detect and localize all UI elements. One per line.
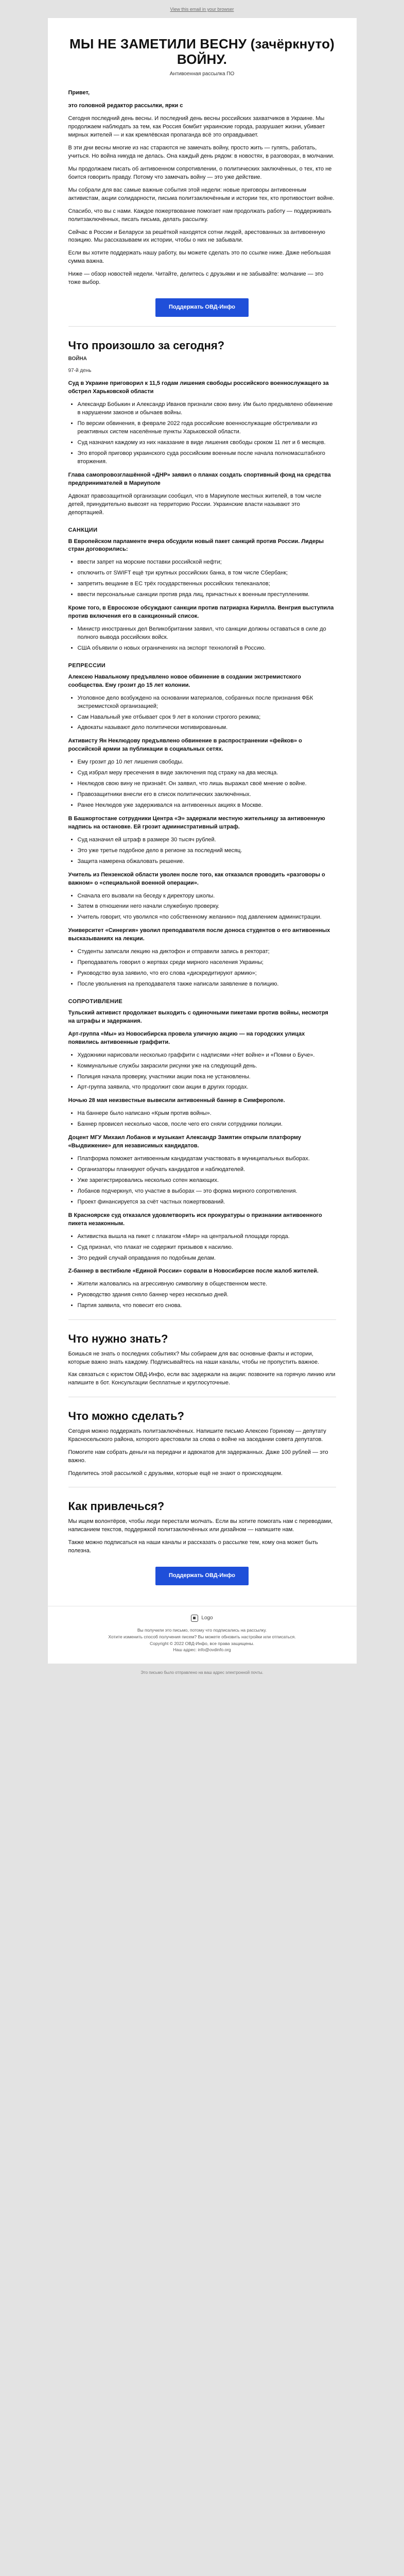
list-item: • Партия заявила, что повесит его снова. [78,1302,336,1310]
list-item: • запретить вещание в ЕС трёх государственных российских телеканалов; [78,580,336,588]
donate-button[interactable]: Поддержать ОВД-Инфо [155,1567,249,1585]
list-item: • Художники нарисовали несколько граффити с надписями «Нет войне» и «Помни о Буче». [78,1052,336,1060]
news-paragraph: Z-баннер в вестибюле «Единой России» сорвали в Новосибирске после жалоб жителей. [68,1268,319,1275]
news-bullet-list [68,948,336,989]
list-item: • Преподаватель говорил о жертвах среди мирного населения Украины; [78,959,336,967]
know-section-title: Что нужно знать? [68,1332,168,1346]
news-bullet-list [68,401,336,466]
footer-line: Copyright © 2022 ОВД-Инфо, все права защищены. [149,1640,255,1646]
news-bullet-list [68,892,336,922]
list-item: • Суд назначил каждому из них наказание в виде лишения свободы сроком 11 лет и 6 месяцев. [78,439,336,447]
list-item: • Александр Бобыкин и Александр Иванов признали свою вину. Им было предъявлено обвинение в нарушении законов и обычаев войны. [78,401,336,417]
news-bullet-list [68,758,336,810]
join-paragraph: Мы ищем волонтёров, чтобы люди перестали молчать. Если вы хотите помогать нам с переводами, написанием текстов, поддержкой политзаключённых или дизайном — напишите нам. [68,1518,333,1533]
list-item: • Сам Навальный уже отбывает срок 9 лет в колонии строгого режима; [78,714,336,722]
intro-paragraph: Спасибо, что вы с нами. Каждое пожертвование помогает нам продолжать работу — поддерживать политзаключённых, писать письма, делать рассылку. [68,208,331,223]
news-bullet-list [68,1052,336,1092]
list-item: • Жители жаловались на агрессивную символику в общественном месте. [78,1280,336,1289]
list-item: • Арт-группа заявила, что продолжит свои акции в других городах. [78,1083,336,1092]
list-item: • Ему грозит до 10 лет лишения свободы. [78,758,336,767]
preheader [0,0,404,18]
footer-logo [191,1615,213,1622]
news-bullet-list [68,1233,336,1263]
list-item: • отключить от SWIFT ещё три крупных российских банка, в том числе Сбербанк; [78,569,336,578]
donate-button-wrap [68,298,336,317]
list-item: • Министр иностранных дел Великобритании заявил, что санкции должны оставаться в силе до полного вывода российских войск. [78,625,336,642]
news-meta-war: ВОЙНА [68,356,87,362]
list-item: • Уже зарегистрировались несколько сотен желающих. [78,1177,336,1185]
news-bullet-list [68,1280,336,1310]
news-paragraph: В Европейском парламенте вчера обсудили новый пакет санкций против России. Лидеры стран договорились: [68,538,324,553]
intro-paragraph: Сейчас в России и Беларуси за решёткой находятся сотни людей, арестованных за антивоенную позицию. Мы рассказываем их истории, чтобы о них не забывали. [68,229,325,244]
todo-paragraph: Помогите нам собрать деньги на передачи и адвокатов для задержанных. Даже 100 рублей — это важно. [68,1449,328,1464]
list-item: • Студенты записали лекцию на диктофон и отправили запись в ректорат; [78,948,336,956]
list-item: • Активистка вышла на пикет с плакатом «Мир» на центральной площади города. [78,1233,336,1241]
list-item: • Уголовное дело возбуждено на основании материалов, собранных после признания ФБК экстремистской организацией; [78,694,336,711]
intro-paragraph: Мы продолжаем писать об антивоенном сопротивлении, о политических заключённых, о тех, кто не боится говорить правду. Потому что замечать войну — это уже действие. [68,165,332,180]
news-bullet-list [68,1155,336,1207]
greeting: Привет, [68,90,90,96]
news-bullet-list [68,694,336,733]
news-paragraph: Доцент МГУ Михаил Лобанов и музыкант Александр Замятин открыли платформу «Выдвижение» для независимых кандидатов. [68,1134,302,1149]
newsletter-title: МЫ НЕ ЗАМЕТИЛИ ВЕСНУ (зачёркнуто) ВОЙНУ. [69,36,335,67]
join-paragraph: Также можно подписаться на наши каналы и рассказать о рассылке тем, кому она может быть полезна. [68,1539,318,1554]
intro-paragraph: Мы собрали для вас самые важные события этой недели: новые приговоры антивоенным активистам, акции солидарности, письма политзаключённым и истории тех, кто противостоит войне. [68,187,335,201]
todo-paragraph: Поделитесь этой рассылкой с друзьями, которые ещё не знают о происходящем. [68,1470,283,1477]
news-paragraph: Тульский активист продолжает выходить с одиночными пикетами против войны, несмотря на штрафы и задержания. [68,1009,328,1024]
join-section-title: Как привлечься? [68,1500,165,1513]
todo-section-title: Что можно сделать? [68,1410,184,1423]
list-item: • Руководство вуза заявило, что его слова «дискредитируют армию»; [78,970,336,978]
news-paragraph: Ночью 28 мая неизвестные вывесили антивоенный баннер в Симферополе. [68,1097,285,1104]
list-item: • Лобанов подчеркнул, что участие в выборах — это форма мирного сопротивления. [78,1188,336,1196]
news-paragraph: Кроме того, в Евросоюзе обсуждают санкции против патриарха Кирилла. Венгрия выступила против включения его в санкционный список. [68,605,334,620]
email-card [48,18,357,1605]
list-item: • Организаторы планируют обучать кандидатов и наблюдателей. [78,1166,336,1174]
news-bullet-list [68,836,336,866]
list-item: • ввести персональные санкции против ряда лиц, причастных к военным преступлениям. [78,591,336,599]
news-paragraph: Активисту Ян Неклюдову предъявлено обвинение в распространении «фейков» о российской армии за публикации в социальных сетях. [68,738,302,753]
list-item: • США объявили о новых ограничениях на экспорт технологий в Россию. [78,645,336,653]
todo-paragraph: Сегодня можно поддержать политзаключённых. Напишите письмо Алексею Горинову — депутату Красносельского района, которого арестовали за слова о войне на заседании совета депутатов. [68,1428,326,1443]
footer-line: Вы получили это письмо, потому что подписались на рассылку. [137,1628,267,1633]
footer-line: Хотите изменить способ получения писем? Вы можете обновить настройки или отписаться. [108,1634,296,1639]
intro-paragraph: Ниже — обзор новостей недели. Читайте, делитесь с друзьями и не забывайте: молчание — это тоже выбор. [68,271,324,286]
list-item: • Это второй приговор украинского суда российским военным после начала полномасштабного вторжения. [78,450,336,466]
list-item: • На баннере было написано «Крым против войны». [78,1110,336,1118]
repressions-heading: РЕПРЕССИИ [68,662,106,669]
logo-icon [191,1615,198,1622]
list-item: • Это уже третье подобное дело в регионе за последний месяц. [78,847,336,855]
donate-button[interactable]: Поддержать ОВД-Инфо [155,298,249,317]
list-item: • Защита намерена обжаловать решение. [78,858,336,866]
news-paragraph: Учитель из Пензенской области уволен после того, как отказался проводить «разговоры о важном» о «специальной военной операции». [68,871,325,886]
view-in-browser-link[interactable]: View this email in your browser [170,7,234,12]
news-section-title: Что произошло за сегодня? [68,339,225,352]
news-paragraph: В Башкортостане сотрудники Центра «Э» задержали местную жительницу за антивоенную надпись на остановке. Ей грозит административный штраф. [68,815,325,830]
list-item: • Суд признал, что плакат не содержит призывов к насилию. [78,1244,336,1252]
news-paragraph: Университет «Синергия» уволил преподавателя после доноса студентов о его антивоенных высказываниях на лекции. [68,927,330,942]
list-item: • Учитель говорит, что уволился «по собственному желанию» под давлением администрации. [78,913,336,922]
list-item: • Суд избрал меру пресечения в виде заключения под стражу на два месяца. [78,769,336,777]
news-bullet-list [68,625,336,653]
footer [48,1606,357,1664]
greeting-line-2: это головной редактор рассылки, ярки с [68,103,183,109]
intro-paragraph: Сегодня последний день весны. И последний день весны российских захватчиков в Украине. Мы продолжаем наблюдать за тем, как Россия бомбит украинские города, разрушает жизни, убивает мирных жителей — и как кремлёвская пропаганда всё это оправдывает. [68,115,325,139]
news-item-title: Глава самопровозглашённой «ДНР» заявил о планах создать спортивный фонд на средства предпринимателей в Мариуполе [68,471,331,486]
list-item: • Коммунальные службы закрасили рисунки уже на следующий день. [78,1062,336,1071]
news-paragraph: В Красноярске суд отказался удовлетворить иск прокуратуры о признании антивоенного пикета незаконным. [68,1212,322,1227]
list-item: • После увольнения на преподавателя также написали заявление в полицию. [78,980,336,989]
footer-line: Наш адрес: info@ovdinfo.org [173,1647,231,1653]
bottom-note: Это письмо было отправлено на ваш адрес электронной почты. [140,1670,264,1675]
list-item: • Неклюдов свою вину не признаёт. Он заявил, что лишь выражал своё мнение о войне. [78,780,336,788]
list-item: • Платформа поможет антивоенным кандидатам участвовать в муниципальных выборах. [78,1155,336,1163]
know-paragraph: Как связаться с юристом ОВД-Инфо, если вас задержали на акции: позвоните на горячую линию или напишите в бот. Консультации бесплатные и круглосуточные. [68,1371,336,1386]
news-bullet-list [68,1110,336,1129]
list-item: • Адвокаты называют дело политически мотивированным. [78,724,336,732]
intro-paragraph: В эти дни весны многие из нас стараются не замечать войну, просто жить — гулять, работать, учиться. Но война никуда не делась. Она каждый день рядом: в новостях, в разговорах, в молчании. [68,145,335,159]
newsletter-subtitle: Антивоенная рассылка ПО [169,71,235,77]
donate-button-wrap [68,1567,336,1585]
list-item: • По версии обвинения, в феврале 2022 года российские военнослужащие обстреливали из реактивных систем населённые пункты Харьковской области. [78,420,336,436]
divider [68,1319,336,1320]
divider [68,326,336,327]
resistance-heading: СОПРОТИВЛЕНИЕ [68,998,123,1005]
news-item-title: Суд в Украине приговорил к 11,5 годам лишения свободы российского военнослужащего за обстрел Харьковской области [68,380,329,395]
list-item: • Сначала его вызвали на беседу к директору школы. [78,892,336,901]
news-meta-day: 97-й день [68,367,92,374]
intro-paragraph: Если вы хотите поддержать нашу работу, вы можете сделать это по ссылке ниже. Даже небольшая сумма важна. [68,250,331,265]
list-item: • Правозащитники внесли его в список политических заключённых. [78,791,336,799]
list-item: • Суд назначил ей штраф в размере 30 тысяч рублей. [78,836,336,844]
sanctions-heading: САНКЦИИ [68,527,98,533]
list-item: • Руководство здания сняло баннер через несколько дней. [78,1291,336,1299]
news-paragraph: Адвокат правозащитной организации сообщил, что в Мариуполе местных жителей, в том числе детей, принудительно вывозят на территорию России. Украинские власти называют это депортацией. [68,493,322,516]
list-item: • Ранее Неклюдов уже задерживался на антивоенных акциях в Москве. [78,802,336,810]
list-item: • ввести запрет на морские поставки российской нефти; [78,558,336,567]
news-paragraph: Алексею Навальному предъявлено новое обвинение в создании экстремистского сообщества. Ему грозит до 15 лет колонии. [68,673,301,688]
news-bullet-list [68,558,336,599]
list-item: • Проект финансируется за счёт частных пожертвований. [78,1198,336,1207]
news-paragraph: Арт-группа «Мы» из Новосибирска провела уличную акцию — на городских улицах появились антивоенные граффити. [68,1030,305,1045]
logo-text: Logo [201,1615,213,1621]
list-item: • Баннер провисел несколько часов, после чего его сняли сотрудники полиции. [78,1121,336,1129]
list-item: • Затем в отношении него начали служебную проверку. [78,903,336,911]
know-paragraph: Боишься не знать о последних событиях? Мы собираем для вас основные факты и истории, которые важно знать каждому. Подписывайтесь на наши каналы, чтобы не пропустить важное. [68,1350,320,1365]
list-item: • Это редкий случай оправдания по подобным делам. [78,1255,336,1263]
list-item: • Полиция начала проверку, участники акции пока не установлены. [78,1073,336,1081]
